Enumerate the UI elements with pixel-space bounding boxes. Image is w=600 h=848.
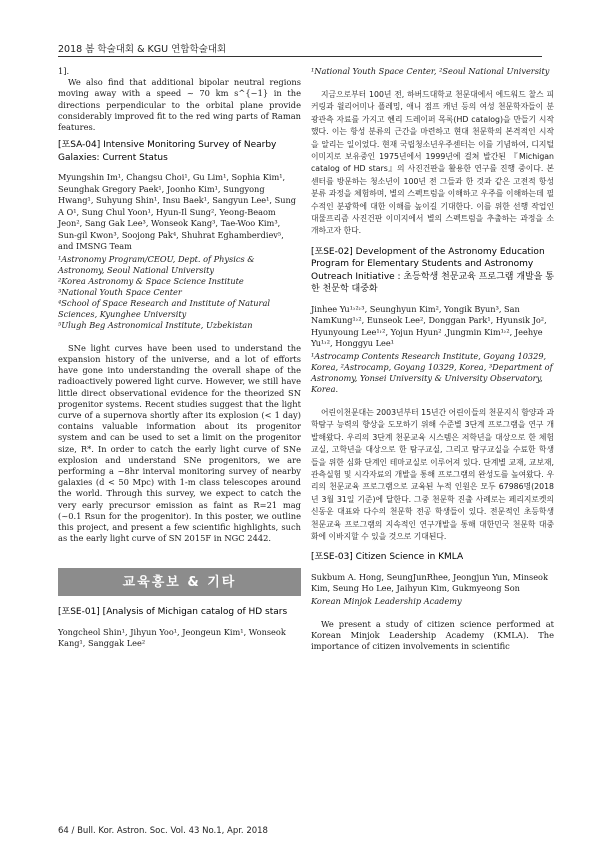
left-column [58, 66, 301, 651]
page-header: 2018 봄 학술대회 & KGU 연합학술대회 [58, 44, 227, 55]
abstract-body-pse02: 어린이천문대는 2003년부터 15년간 어린이들의 천문지식 함양과 과학탐구 능력의 향상을 도모하기 위해 수준별 3단계 프로그램을 연구 개발해왔다. 우리의 3단계 천문교육 시스템은 저학년을 대상으로 한 체험교실, 고학년을 대상으로 한 탐구교실, 그리고 탐구교실을 수료한 학생들을 위한 심화 단계인 테마교실로 이루어져 있다. 단계별 교재, 교보재, 관측실험 및 시각자료의 개발을 통해 프로그램의 완성도를 높여왔다. 우리의 천문교육 프로그램으로 교육된 누적 인원은 모두 67986명(2018년 3월 31일 기준)에 달한다. 그중 천문학 진출 사례로는 페리지로켓의 신동운 대표와 다수의 천문학 전공 학생들이 있다. 전문적인 초등학생 천문교육 프로그램의 지속적인 연구개발을 통해 대한민국 천문학 대중화에 이바지할 수 있을 것으로 기대된다. [311, 407, 554, 541]
affiliations-pse01: ¹National Youth Space Center, ²Seoul National University [311, 66, 550, 76]
abstract-title-pse03: [포SE-03] Citizen Science in KMLA [311, 552, 464, 563]
abstract-body-psa04: SNe light curves have been used to understand the expansion history of the universe, and a lot of efforts have gone into understanding the overall shape of the radioactively powered light curve. However, we still have little direct observational evidence for the theorized SN progenitor systems. Recent studies suggest that the light curve of a supernova shortly after its explosion (< 1 day) contains valuable information about its progenitor system and can be used to set a limit on the progenitor size, R*. In order to catch the early light curve of SNe explosion and understand SNe progenitors, we are performing a ~8hr interval monitoring survey of nearby galaxies (d < 50 Mpc) with 1-m class telescopes around the world. Through this survey, we expect to catch the very early precursor emission as faint as R=21 mag (~0.1 Rsun for the progenitor). In this poster, we outline this project, and present a few scientific highlights, such as the early light curve of SN 2015F in NGC 2442. [58, 342, 301, 544]
section-banner: 교육홍보 & 기타 [58, 568, 301, 596]
header-rule [58, 56, 542, 57]
abstract-title-pse01: [포SE-01] [Analysis of Michigan catalog of HD stars [58, 607, 288, 618]
right-column [311, 66, 554, 652]
affiliation: ⁵Ulugh Beg Astronomical Institute, Uzbekistan [58, 319, 253, 330]
continued-paragraph: We also find that additional bipolar neutral regions moving away with a speed ~ 70 km s^{−1} in the directions perpendicular to the orbital plane provide considerably improved fit to the red wing parts of Raman features. [58, 77, 301, 133]
continued-reference: 1]. [58, 66, 70, 76]
affiliation: ¹Astronomy Program/CEOU, Dept. of Physics & Astronomy, Seoul National University [58, 253, 255, 275]
authors-psa04: Myungshin Im¹, Changsu Choi¹, Gu Lim¹, Sophia Kim¹, Seunghak Gregory Paek¹, Joonho Kim¹, Sungyong Hwang¹, Suhyung Shin¹, Insu Baek¹, Sangyun Lee¹, Sung A O¹, Sung Chul Yoon¹, Hyun-Il Sung², Yeong-Beaom Jeon², Sang Gak Lee³, Wonseok Kang³, Tae-Woo Kim³, Sun-gil Kwon³, Soojong Pak⁴, Shuhrat Eghamberdiev⁵, and IMSNG Team [58, 172, 297, 252]
authors-pse01: Yongcheol Shin¹, Jihyun Yoo¹, Jeongeun Kim¹, Wonseok Kang¹, Sanggak Lee² [58, 626, 286, 649]
affiliations-psa04 [58, 254, 301, 331]
abstract-title-pse02: [포SE-02] Development of the Astronomy Education Program for Elementary Students and Astronomy Outreach Initiative : 초등학생 천문교육 프로그램 개발을 통한 천문학 대중화 [311, 246, 554, 295]
abstract-body-pse03: We present a study of citizen science performed at Korean Minjok Leadership Academy (KMLA). The importance of citizen involvements in scientific [311, 618, 554, 652]
affiliation-pse03: Korean Minjok Leadership Academy [311, 595, 462, 606]
affiliation: ²Korea Astronomy & Space Science Institute [58, 275, 244, 286]
affiliation: ³National Youth Space Center [58, 286, 182, 297]
affiliation: ⁴School of Space Research and Institute of Natural Sciences, Kyunghee University [58, 297, 270, 319]
authors-pse03: Sukbum A. Hong, SeungJunRhee, Jeongjun Yun, Minseok Kim, Seung Ho Lee, Jaihyun Kim, Gukmyeong Son [311, 571, 548, 594]
affiliations-pse02: ¹Astrocamp Contents Research Institute, Goyang 10329, Korea, ²Astrocamp, Goyang 10329, Korea, ³Department of Astronomy, Yonsei University & University Observatory, Korea. [311, 350, 553, 394]
abstract-title-psa04: [포SA-04] Intensive Monitoring Survey of Nearby Galaxies: Current Status [58, 140, 277, 163]
page-footer: 64 / Bull. Kor. Astron. Soc. Vol. 43 No.1, Apr. 2018 [58, 826, 268, 836]
abstract-body-pse01: 지금으로부터 100년 전, 하버드대학교 천문대에서 에드워드 찰스 피커링과 윌리어미나 플레밍, 애니 점프 캐넌 등의 여성 천문학자들이 분광관측 자료를 가지고 헨리 드레이퍼 목록(HD catalog)을 만들기 시작했다. 이는 항성 분류의 근간을 마련하고 현대 천문학의 본격적인 시작을 알리는 일이었다. 현재 국립청소년우주센터는 이를 기념하여, 디지털 이미지로 보유중인 1975년에서 1999년에 걸쳐 발간된 『Michigan catalog of HD stars』의 사진건판을 활용한 연구를 진행 중이다. 본 센터를 방문하는 청소년이 100년 전 그들과 한 것과 같은 고전적 항성 분류 과정을 체험하며, 별의 스펙트럼을 이해하고 우주를 이해하는데 필수적인 분광학에 대한 이해를 높이길 기대한다. 이를 위한 선행 작업인 대물프리즘 사진건판 이미지에서 별의 스펙트럼을 추출하는 과정을 소개하고자 한다. [311, 90, 554, 236]
authors-pse02: Jinhee Yu¹˒²˒³, Seunghyun Kim², Yongik Byun³, San NamKung¹˒², Eunseok Lee², Donggan Park¹, Hyunsik Jo², Hyunyoung Lee¹˒², Yojun Hyun² ,Jungmin Kim¹˒², Jeehye Yu¹˒², Honggyu Lee¹ [311, 303, 547, 349]
